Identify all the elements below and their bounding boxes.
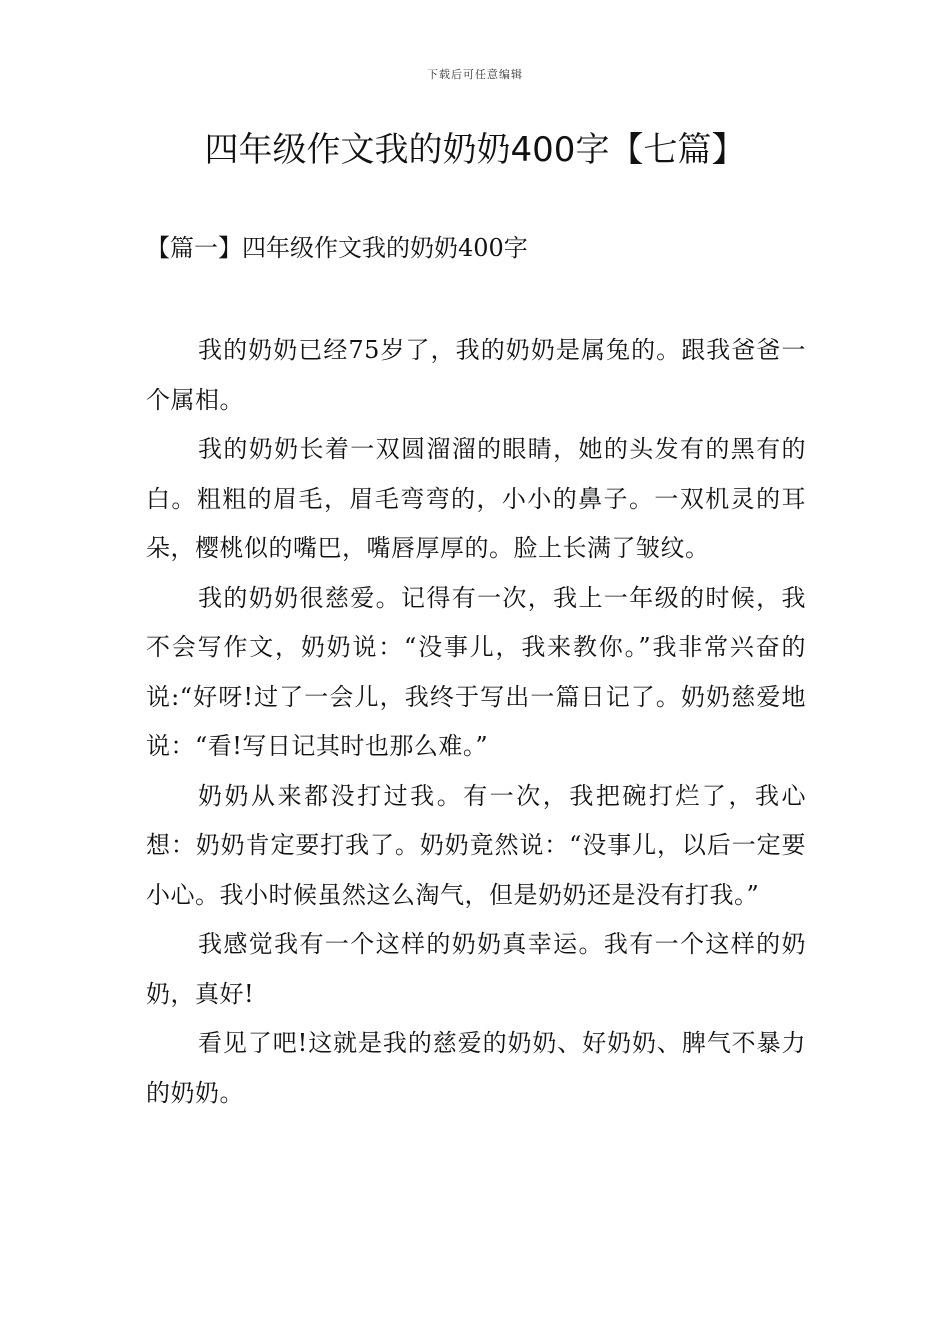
article-body xyxy=(146,326,806,1118)
paragraph: 我的奶奶长着一双圆溜溜的眼睛，她的头发有的黑有的白。粗粗的眉毛，眉毛弯弯的，小小的鼻子。一双机灵的耳朵，樱桃似的嘴巴，嘴唇厚厚的。脸上长满了皱纹。 xyxy=(146,435,806,562)
paragraph: 看见了吧!这就是我的慈爱的奶奶、好奶奶、脾气不暴力的奶奶。 xyxy=(146,1029,806,1107)
paragraph: 我的奶奶很慈爱。记得有一次，我上一年级的时候，我不会写作文，奶奶说：“没事儿，我来教你。”我非常兴奋的说:“好呀!过了一会儿，我终于写出一篇日记了。奶奶慈爱地说：“看!写日记其时也那么难。” xyxy=(146,583,806,760)
paragraph: 奶奶从来都没打过我。有一次，我把碗打烂了，我心想：奶奶肯定要打我了。奶奶竟然说：“没事儿，以后一定要小心。我小时候虽然这么淘气，但是奶奶还是没有打我。” xyxy=(146,781,806,909)
page-header-note: 下载后可任意编辑 xyxy=(427,68,523,81)
paragraph: 我感觉我有一个这样的奶奶真幸运。我有一个这样的奶奶，真好! xyxy=(146,930,806,1008)
document-title: 四年级作文我的奶奶400字【七篇】 xyxy=(204,130,746,170)
paragraph: 我的奶奶已经75岁了，我的奶奶是属兔的。跟我爸爸一个属相。 xyxy=(146,336,806,414)
section-heading: 【篇一】四年级作文我的奶奶400字 xyxy=(146,234,528,262)
